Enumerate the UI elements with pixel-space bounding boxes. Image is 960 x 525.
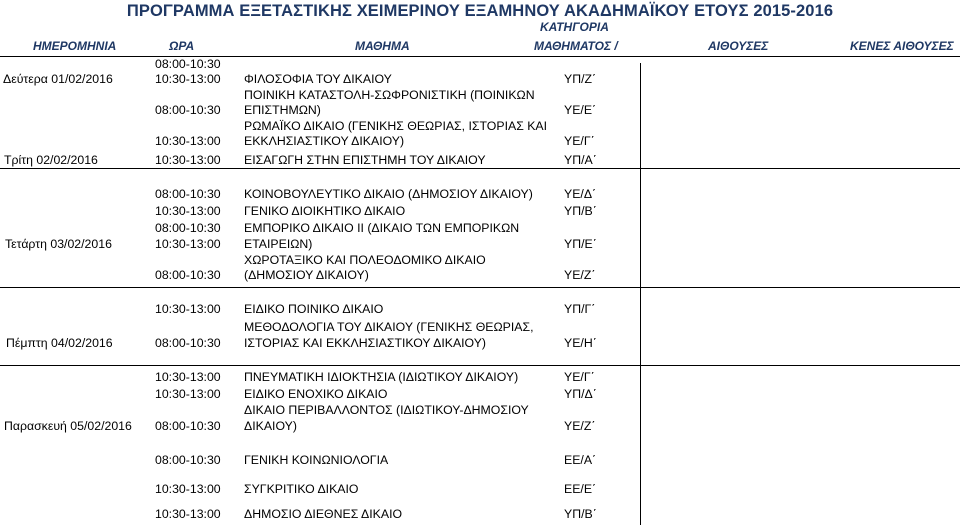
- course-cell: ΕΜΠΟΡΙΚΟ ΔΙΚΑΙΟ ΙΙ (ΔΙΚΑΙΟ ΤΩΝ ΕΜΠΟΡΙΚΩΝ: [244, 221, 520, 235]
- time-cell: 08:00-10:30: [155, 187, 221, 201]
- time-cell: 08:00-10:30: [155, 103, 221, 117]
- time-cell: 08:00-10:30: [155, 268, 221, 282]
- time-cell: 10:30-13:00: [155, 370, 221, 384]
- category-cell: ΥΕ/Γ΄: [564, 134, 595, 148]
- time-cell: 08:00-10:30: [155, 336, 221, 350]
- course-cell: ΔΗΜΟΣΙΟ ΔΙΕΘΝΕΣ ΔΙΚΑΙΟ: [244, 507, 403, 521]
- course-cell-continued: ΕΠΙΣΤΗΜΩΝ): [244, 103, 321, 117]
- header-course: ΜΑΘΗΜΑ: [355, 39, 410, 53]
- category-cell: ΕΕ/Α΄: [564, 453, 597, 467]
- course-cell: ΠΟΙΝΙΚΗ ΚΑΤΑΣΤΟΛΗ-ΣΩΦΡΟΝΙΣΤΙΚΗ (ΠΟΙΝΙΚΩΝ: [244, 88, 535, 102]
- time-cell: 10:30-13:00: [155, 153, 221, 167]
- day-label: Πέμπτη 04/02/2016: [6, 336, 113, 350]
- time-cell: 10:30-13:00: [155, 482, 221, 496]
- time-cell-second: 10:30-13:00: [155, 237, 221, 251]
- day-label: Τετάρτη 03/02/2016: [5, 237, 112, 251]
- time-cell: 10:30-13:00: [155, 72, 221, 86]
- category-cell: ΕΕ/Ε΄: [564, 482, 597, 496]
- header-date: ΗΜΕΡΟΜΗΝΙΑ: [33, 39, 117, 53]
- category-cell: ΥΠ/Β΄: [564, 204, 597, 218]
- time-cell: 08:00-10:30: [155, 221, 221, 235]
- day-label: Παρασκευή 05/02/2016: [4, 419, 132, 433]
- category-cell: ΥΠ/Δ΄: [564, 387, 597, 401]
- course-cell: ΣΥΓΚΡΙΤΙΚΟ ΔΙΚΑΙΟ: [244, 482, 359, 496]
- course-cell: ΓΕΝΙΚΗ ΚΟΙΝΩΝΙΟΛΟΓΙΑ: [244, 453, 389, 467]
- category-cell: ΥΠ/Α΄: [564, 153, 597, 167]
- course-cell: ΓΕΝΙΚΟ ΔΙΟΙΚΗΤΙΚΟ ΔΙΚΑΙΟ: [244, 204, 406, 218]
- day-divider: [0, 365, 960, 366]
- day-label: Τρίτη 02/02/2016: [4, 153, 98, 167]
- course-cell: ΔΙΚΑΙΟ ΠΕΡΙΒΑΛΛΟΝΤΟΣ (ΙΔΙΩΤΙΚΟΥ-ΔΗΜΟΣΙΟΥ: [244, 403, 529, 417]
- rooms-column-divider: [640, 63, 641, 525]
- course-cell: ΡΩΜΑΪΚΟ ΔΙΚΑΙΟ (ΓΕΝΙΚΗΣ ΘΕΩΡΙΑΣ, ΙΣΤΟΡΙΑΣ ΚΑΙ: [244, 119, 548, 133]
- course-cell: ΦΙΛΟΣΟΦΙΑ ΤΟΥ ΔΙΚΑΙΟΥ: [244, 72, 392, 86]
- course-cell: ΧΩΡΟΤΑΞΙΚΟ ΚΑΙ ΠΟΛΕΟΔΟΜΙΚΟ ΔΙΚΑΙΟ: [244, 253, 486, 267]
- header-category-line2: ΜΑΘΗΜΑΤΟΣ /: [534, 39, 618, 53]
- header-divider: [0, 56, 960, 57]
- course-cell: ΕΙΔΙΚΟ ΕΝΟΧΙΚΟ ΔΙΚΑΙΟ: [244, 387, 388, 401]
- day-label: Δεύτερα 01/02/2016: [3, 72, 113, 86]
- course-cell-continued: ΕΤΑΙΡΕΙΩΝ): [244, 237, 313, 251]
- header-time: ΩΡΑ: [169, 39, 195, 53]
- course-cell: ΠΝΕΥΜΑΤΙΚΗ ΙΔΙΟΚΤΗΣΙΑ (ΙΔΙΩΤΙΚΟΥ ΔΙΚΑΙΟΥ): [244, 370, 519, 384]
- time-cell: 10:30-13:00: [155, 204, 221, 218]
- course-cell-continued: (ΔΗΜΟΣΙΟΥ ΔΙΚΑΙΟΥ): [244, 268, 369, 282]
- time-cell: 08:00-10:30: [155, 453, 221, 467]
- time-cell: 10:30-13:00: [155, 302, 221, 316]
- course-cell-continued: ΙΣΤΟΡΙΑΣ ΚΑΙ ΕΚΚΛΗΣΙΑΣΤΙΚΟΥ ΔΙΚΑΙΟΥ): [244, 336, 487, 350]
- category-cell: ΥΠ/Γ΄: [564, 302, 596, 316]
- header-category-line1: ΚΑΤΗΓΟΡΙΑ: [540, 20, 609, 34]
- category-cell: ΥΠ/Ε΄: [564, 237, 597, 251]
- course-cell-continued: ΕΚΚΛΗΣΙΑΣΤΙΚΟΥ ΔΙΚΑΙΟΥ): [244, 134, 405, 148]
- course-cell: ΜΕΘΟΔΟΛΟΓΙΑ ΤΟΥ ΔΙΚΑΙΟΥ (ΓΕΝΙΚΗΣ ΘΕΩΡΙΑΣ,: [244, 320, 534, 334]
- header-rooms: ΑΙΘΟΥΣΕΣ: [708, 39, 769, 53]
- page-title: ΠΡΟΓΡΑΜΜΑ ΕΞΕΤΑΣΤΙΚΗΣ ΧΕΙΜΕΡΙΝΟΥ ΕΞΑΜΗΝΟΥ ΑΚΑΔΗΜΑΪΚΟΥ ΕΤΟΥΣ 2015-2016: [126, 2, 834, 20]
- category-cell: ΥΕ/Γ΄: [564, 370, 595, 384]
- time-cell: 10:30-13:00: [155, 387, 221, 401]
- header-free-rooms: ΚΕΝΕΣ ΑΙΘΟΥΣΕΣ: [850, 39, 954, 53]
- category-cell: ΥΕ/Ζ΄: [564, 268, 596, 282]
- category-cell: ΥΕ/Δ΄: [564, 187, 597, 201]
- time-cell: 10:30-13:00: [155, 134, 221, 148]
- course-cell: ΚΟΙΝΟΒΟΥΛΕΥΤΙΚΟ ΔΙΚΑΙΟ (ΔΗΜΟΣΙΟΥ ΔΙΚΑΙΟΥ): [244, 187, 533, 201]
- category-cell: ΥΕ/Η΄: [564, 336, 597, 350]
- category-cell: ΥΠ/Β΄: [564, 507, 597, 521]
- day-divider: [0, 287, 960, 288]
- category-cell: ΥΕ/Ε΄: [564, 103, 597, 117]
- category-cell: ΥΕ/Ζ΄: [564, 419, 596, 433]
- day-divider: [0, 168, 960, 169]
- course-cell: ΕΙΣΑΓΩΓΗ ΣΤΗΝ ΕΠΙΣΤΗΜΗ ΤΟΥ ΔΙΚΑΙΟΥ: [244, 153, 486, 167]
- course-cell-continued: ΔΙΚΑΙΟΥ): [244, 419, 297, 433]
- time-cell: 08:00-10:30: [155, 57, 221, 71]
- time-cell: 08:00-10:30: [155, 419, 221, 433]
- time-cell: 10:30-13:00: [155, 507, 221, 521]
- course-cell: ΕΙΔΙΚΟ ΠΟΙΝΙΚΟ ΔΙΚΑΙΟ: [244, 302, 384, 316]
- category-cell: ΥΠ/Ζ΄: [564, 72, 597, 86]
